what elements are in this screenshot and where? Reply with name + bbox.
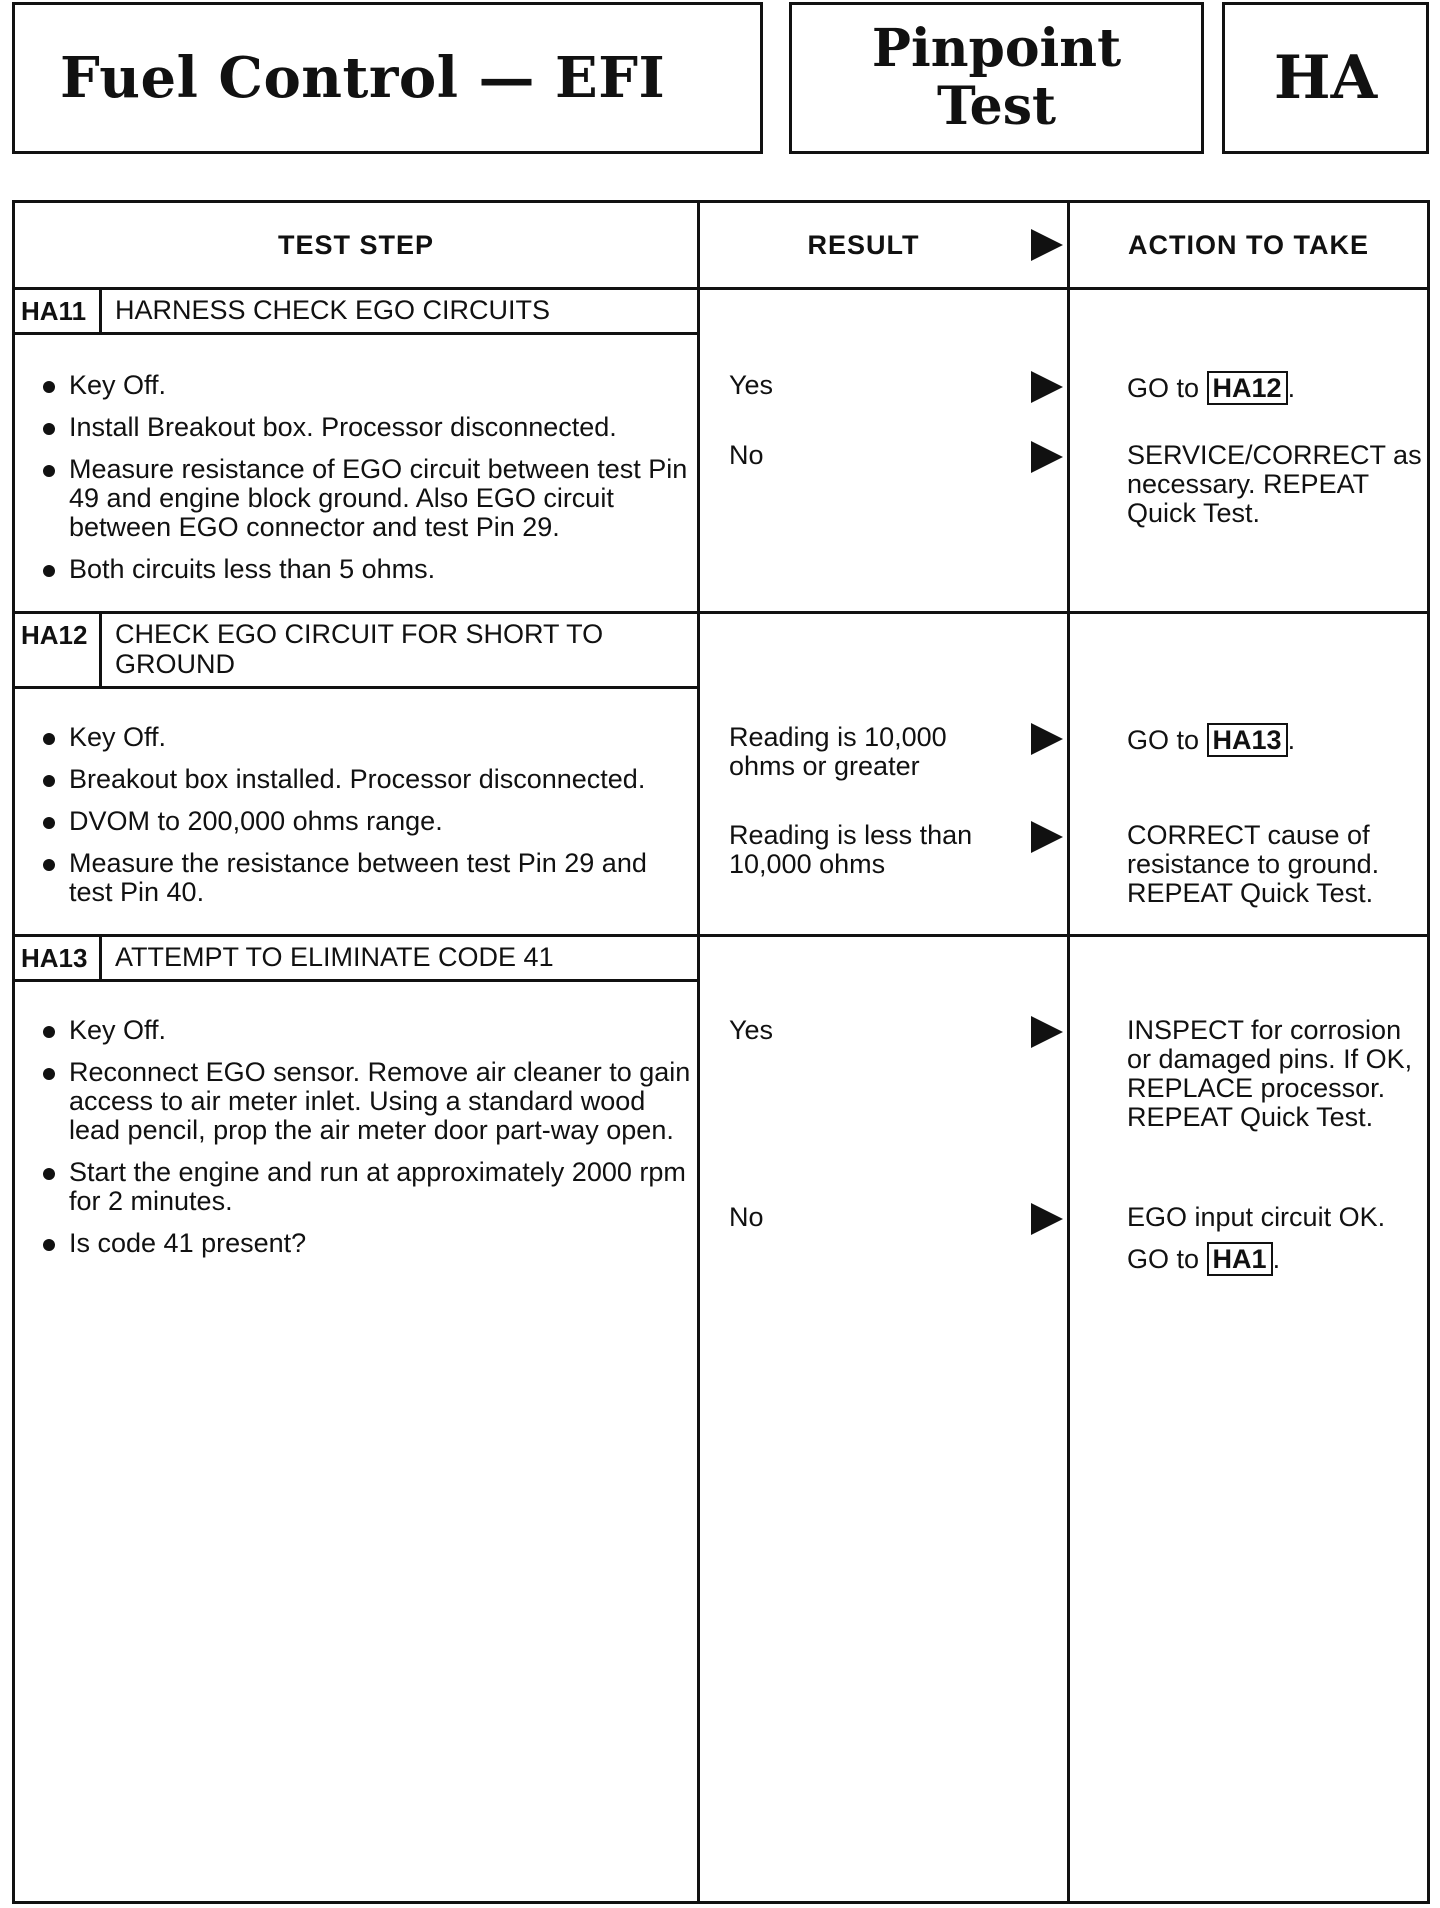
result-text: Yes [729, 1015, 774, 1045]
action-suffix: . [1287, 373, 1296, 403]
step-id: HA12 [21, 620, 88, 650]
pinpoint-table [12, 200, 1430, 1904]
test-type-line1: Pinpoint [871, 18, 1122, 79]
result-text: Reading is less than 10,000 ohms [729, 820, 973, 879]
action-text [1127, 1203, 1427, 1276]
list-item: Reconnect EGO sensor. Remove air cleaner to gain access to air meter inlet. Using a standard wood lead pencil, prop the air meter door part-way open. [41, 1058, 691, 1145]
title-box [12, 2, 763, 154]
action-text [1127, 371, 1427, 405]
action-line: EGO input circuit OK. [1127, 1202, 1386, 1232]
action-prefix: GO to [1127, 373, 1200, 403]
header-divider [15, 287, 1427, 290]
step-id: HA11 [21, 296, 87, 326]
step-id: HA13 [21, 943, 88, 973]
result-text: Reading is 10,000 ohms or greater [729, 722, 947, 781]
page-title: Fuel Control — EFI [60, 45, 666, 111]
step-bullets [41, 371, 691, 597]
action-text: CORRECT cause of resistance to ground. REPEAT Quick Test. [1127, 820, 1380, 908]
action-suffix: . [1287, 725, 1296, 755]
step-bullets [41, 723, 691, 920]
result-text: No [729, 1202, 764, 1232]
step-title: ATTEMPT TO ELIMINATE CODE 41 [115, 942, 554, 972]
list-item: Key Off. [41, 1016, 691, 1045]
test-code-box [1222, 2, 1429, 154]
row-divider-2 [15, 934, 1427, 937]
action-suffix: . [1272, 1244, 1281, 1274]
list-item: DVOM to 200,000 ohms range. [41, 807, 691, 836]
list-item: Measure the resistance between test Pin 29 and test Pin 40. [41, 849, 691, 907]
action-text [1127, 723, 1427, 757]
action-prefix: GO to [1127, 1244, 1200, 1274]
list-item: Is code 41 present? [41, 1229, 691, 1258]
result-arrow-icon [1031, 821, 1063, 853]
list-item: Key Off. [41, 723, 691, 752]
divider-result-action [1067, 203, 1070, 1901]
result-arrow-icon [1031, 723, 1063, 755]
list-item: Both circuits less than 5 ohms. [41, 555, 691, 584]
test-type-line2: Test [936, 76, 1057, 137]
step-title-underline [15, 686, 697, 689]
col-action: ACTION TO TAKE [1128, 229, 1369, 260]
action-text: INSPECT for corrosion or damaged pins. If OK, REPLACE processor. REPEAT Quick Test. [1127, 1015, 1413, 1132]
step-title-underline [15, 979, 697, 982]
test-code: HA [1273, 43, 1378, 113]
result-arrow-icon [1031, 1016, 1063, 1048]
result-arrow-icon [1031, 1203, 1063, 1235]
step-id-divider [99, 611, 102, 689]
list-item: Breakout box installed. Processor disconnected. [41, 765, 691, 794]
list-item: Measure resistance of EGO circuit between test Pin 49 and engine block ground. Also EGO circuit between EGO connector and test Pin 29. [41, 455, 691, 542]
row-divider-1 [15, 611, 1427, 614]
step-bullets [41, 1016, 691, 1271]
list-item: Install Breakout box. Processor disconnected. [41, 413, 691, 442]
step-title: CHECK EGO CIRCUIT FOR SHORT TO GROUND [115, 619, 604, 679]
step-id-divider [99, 287, 102, 335]
step-ref: HA12 [1207, 371, 1288, 405]
action-prefix: GO to [1127, 725, 1200, 755]
result-text: No [729, 440, 764, 470]
col-test-step: TEST STEP [277, 229, 435, 260]
result-arrow-icon [1031, 371, 1063, 403]
result-text: Yes [729, 370, 774, 400]
step-title-underline [15, 332, 697, 335]
col-result: RESULT [807, 229, 920, 260]
step-id-divider [99, 934, 102, 982]
result-arrow-icon [1031, 229, 1063, 261]
step-ref: HA13 [1207, 723, 1288, 757]
list-item: Key Off. [41, 371, 691, 400]
divider-step-result [697, 203, 700, 1901]
result-arrow-icon [1031, 441, 1063, 473]
step-ref: HA1 [1207, 1242, 1273, 1276]
step-title: HARNESS CHECK EGO CIRCUITS [115, 295, 551, 325]
action-text: SERVICE/CORRECT as necessary. REPEAT Quick Test. [1127, 440, 1422, 528]
test-type-box [789, 2, 1204, 154]
list-item: Start the engine and run at approximately 2000 rpm for 2 minutes. [41, 1158, 691, 1216]
